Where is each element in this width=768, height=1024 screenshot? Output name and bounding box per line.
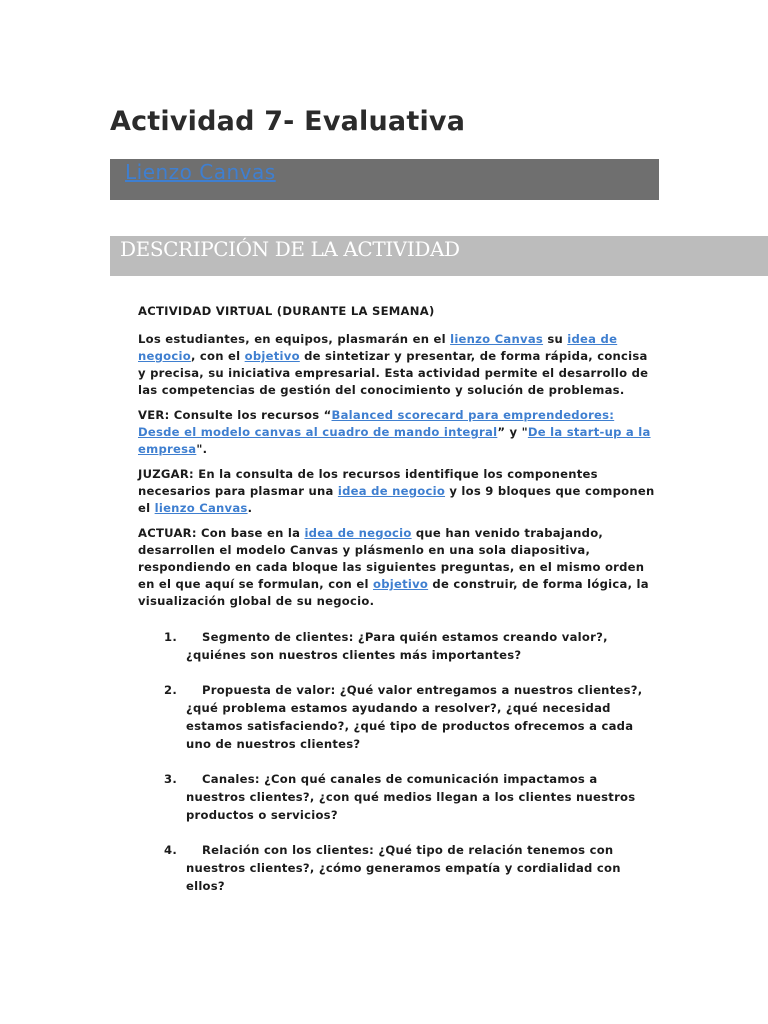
actuar-text: ACTUAR: Con base en la [138,526,305,540]
lienzo-canvas-link[interactable]: Lienzo Canvas [125,160,276,184]
intro-text: su [543,332,568,346]
juzgar-text: JUZGAR: En la consulta de los recursos identifique los componentes necesarios para plasmar una [138,467,598,498]
list-item [138,770,658,824]
list-number: 1. [164,630,177,644]
actuar-paragraph [138,525,658,610]
list-number: 4. [164,843,177,857]
ver-paragraph [138,407,658,458]
list-item [138,628,658,664]
section-heading-bar [110,236,768,276]
juzgar-text: . [247,501,253,515]
idea-de-negocio-link[interactable]: idea de negocio [138,332,618,363]
list-item [138,681,658,753]
list-number: 3. [164,772,177,786]
list-item-text: Segmento de clientes: ¿Para quién estamos creando valor?, ¿quiénes son nuestros clientes más importantes? [186,630,608,662]
startup-empresa-link[interactable]: De la start-up a la empresa [138,425,651,456]
section-heading: DESCRIPCIÓN DE LA ACTIVIDAD [120,237,460,261]
list-number: 2. [164,683,177,697]
lienzo-canvas-link[interactable]: lienzo Canvas [154,501,248,515]
idea-de-negocio-link[interactable]: idea de negocio [304,526,412,540]
questions-list [138,628,658,895]
activity-heading: ACTIVIDAD VIRTUAL (DURANTE LA SEMANA) [138,304,435,318]
objetivo-link[interactable]: objetivo [244,349,300,363]
juzgar-paragraph [138,466,658,517]
ver-text: ” y " [497,425,528,439]
list-item [138,841,658,895]
ver-text: VER: Consulte los recursos “ [138,408,332,422]
ver-text: ". [196,442,208,456]
objetivo-link[interactable]: objetivo [372,577,429,591]
juzgar-text: y los 9 bloques que componen el [138,484,655,515]
lienzo-canvas-link[interactable]: lienzo Canvas [450,332,544,346]
list-item-text: Canales: ¿Con qué canales de comunicación impactamos a nuestros clientes?, ¿con qué medios llegan a los clientes nuestros productos o servicios? [186,772,636,822]
intro-text: , con el [190,349,245,363]
activity-description [138,303,658,912]
intro-text: Los estudiantes, en equipos, plasmarán en el [138,332,451,346]
subtitle-bar [110,159,659,200]
balanced-scorecard-link[interactable]: Balanced scorecard para emprendedores: Desde el modelo canvas al cuadro de mando integral [138,408,615,439]
intro-text: de sintetizar y presentar, de forma rápida, concisa y precisa, su iniciativa empresarial. Esta actividad permite el desarrollo de las competencias de gestión del conocimiento y solución de problemas. [138,349,649,397]
intro-paragraph [138,331,658,399]
idea-de-negocio-link[interactable]: idea de negocio [337,484,446,498]
actuar-text: que han venido trabajando, desarrollen el modelo Canvas y plásmenlo en una sola diapositiva, respondiendo en cada bloque las siguientes preguntas, en el mismo orden en el que aquí se formulan, con el [138,526,645,591]
actuar-text: de construir, de forma lógica, la visualización global de su negocio. [138,577,649,608]
list-item-text: Propuesta de valor: ¿Qué valor entregamos a nuestros clientes?, ¿qué problema estamos ayudando a resolver?, ¿qué necesidad estamos satisfaciendo?, ¿qué tipo de productos ofrecemos a cada uno de nuestros clientes? [186,683,643,751]
page-title: Actividad 7- Evaluativa [110,106,466,137]
list-item-text: Relación con los clientes: ¿Qué tipo de relación tenemos con nuestros clientes?, ¿cómo generamos empatía y cordialidad con ellos? [186,843,621,893]
